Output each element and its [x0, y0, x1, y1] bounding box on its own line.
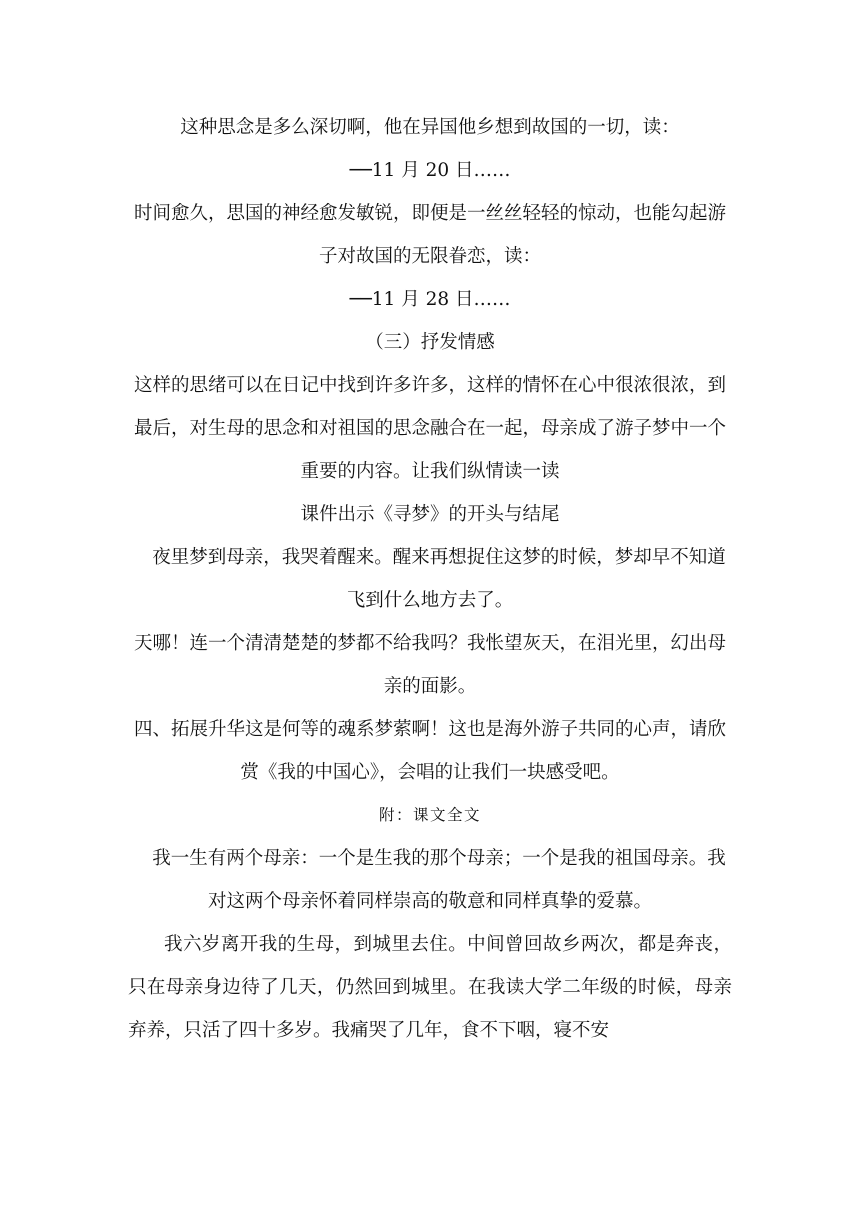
- diary-date-nov-20: ──11 月 20 日……: [349, 160, 511, 181]
- paragraph-time-passes: 时间愈久，思国的神经愈发敏锐，即便是一丝丝轻轻的惊动，也能勾起游子对故国的无限眷恋，读：: [133, 203, 726, 267]
- paragraph-longing: 这种思念是多么深切啊，他在异国他乡想到故国的一切，读：: [180, 117, 680, 138]
- dream-quote-opening: 夜里梦到母亲，我哭着醒来。醒来再想捉住这梦的时候，梦却早不知道飞到什么地方去了。: [152, 547, 726, 611]
- text-paragraph-left-home: 我六岁离开我的生母，到城里去住。中间曾回故乡两次，都是奔丧，只在母亲身边待了几天，仍然回到城里。在我读大学二年级的时候，母亲弃养，只活了四十多岁。我痛哭了几年，食不下咽，寝不安: [128, 934, 732, 1041]
- dream-quote-ending: 天哪！连一个清清楚楚的梦都不给我吗？我怅望灰天，在泪光里，幻出母亲的面影。: [133, 633, 726, 697]
- section-heading-express-emotion: （三）抒发情感: [365, 332, 495, 353]
- text-paragraph-two-mothers: 我一生有两个母亲：一个是生我的那个母亲；一个是我的祖国母亲。我对这两个母亲怀着同样崇高的敬意和同样真挚的爱慕。: [152, 848, 726, 912]
- section-extension: 四、拓展升华这是何等的魂系梦萦啊！这也是海外游子共同的心声，请欣赏《我的中国心》，会唱的让我们一块感受吧。: [133, 719, 726, 783]
- paragraph-thoughts: 这样的思绪可以在日记中找到许多许多，这样的情怀在心中很浓很浓，到最后，对生母的思念和对祖国的思念融合在一起，母亲成了游子梦中一个重要的内容。让我们纵情读一读: [133, 375, 726, 482]
- appendix-heading: 附：课文全文: [378, 806, 481, 824]
- diary-date-nov-28: ──11 月 28 日……: [349, 289, 511, 310]
- courseware-note: 课件出示《寻梦》的开头与结尾: [300, 504, 560, 525]
- document-body: [128, 106, 732, 1052]
